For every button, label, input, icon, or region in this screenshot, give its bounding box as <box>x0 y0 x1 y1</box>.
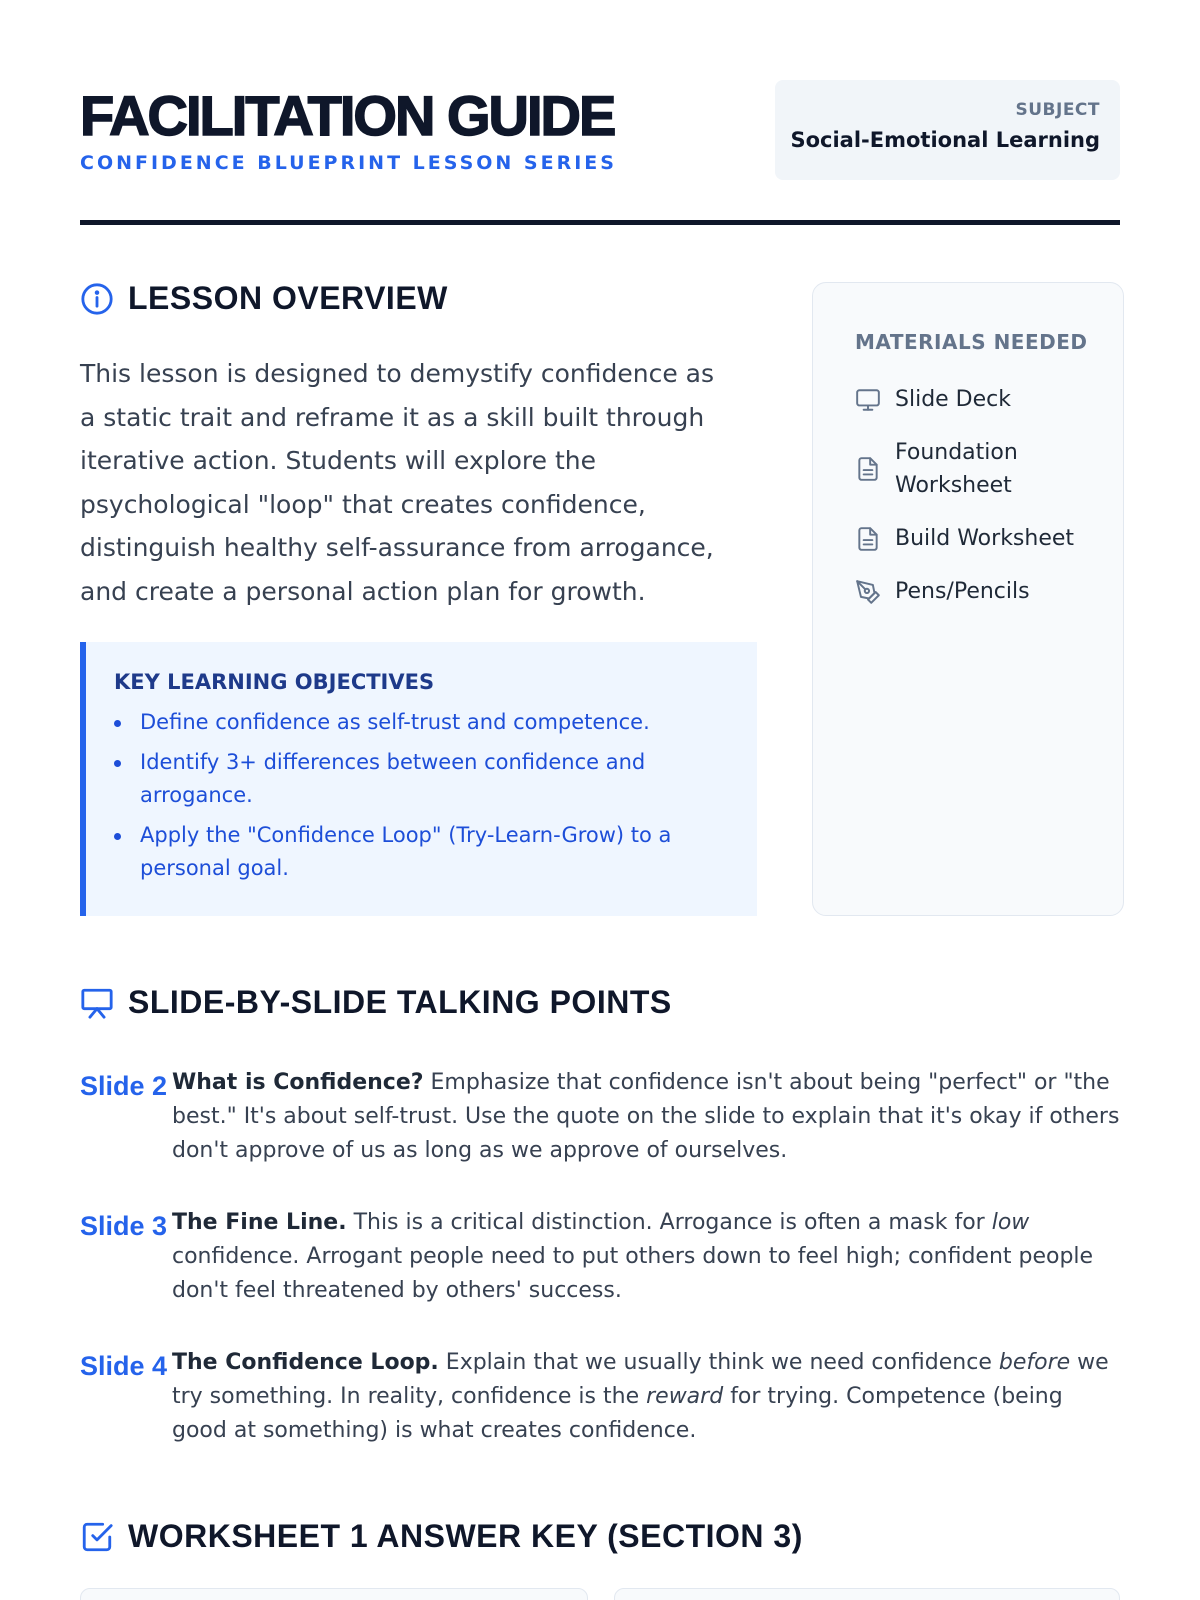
materials-panel <box>812 282 1124 916</box>
answer-card <box>614 1588 1120 1600</box>
worksheet-answer-key-title: WORKSHEET 1 ANSWER KEY (SECTION 3) <box>128 1518 803 1554</box>
document-icon <box>855 456 881 482</box>
list-item: Identify 3+ differences between confidence and arrogance. <box>114 746 737 812</box>
slide-title: The Fine Line. <box>172 1210 347 1235</box>
objectives-heading: KEY LEARNING OBJECTIVES <box>114 670 435 694</box>
objectives-list <box>114 706 737 885</box>
materials-heading: MATERIALS NEEDED <box>855 330 1088 354</box>
talking-points-title: SLIDE-BY-SLIDE TALKING POINTS <box>128 984 672 1020</box>
checkbox-icon <box>80 1520 114 1554</box>
slide-label: Slide 2 <box>80 1071 168 1101</box>
overview-paragraph: This lesson is designed to demystify confidence as a static trait and reframe it as a skill built through iterative action. Students will explore the psychological "loop" that creates confidence, distinguish healthy self-assurance from arrogance, and create a personal action plan for growth. <box>80 359 715 606</box>
document-icon <box>855 526 881 552</box>
slide-title: What is Confidence? <box>172 1070 424 1095</box>
page-header <box>80 80 1120 230</box>
slide-body: for trying. Competence (being good at something) is what creates confidence. <box>172 1384 1063 1443</box>
slide-body: This is a critical distinction. Arrogance is often a mask for <box>353 1210 985 1235</box>
subject-box <box>775 80 1120 180</box>
slide-talking-point <box>80 1066 1120 1168</box>
answer-card <box>80 1588 588 1600</box>
header-divider <box>80 220 1120 225</box>
monitor-icon <box>855 387 881 413</box>
lesson-overview-heading <box>80 280 448 317</box>
slide-body: Emphasize that confidence isn't about being "perfect" or "the best." It's about self-trust. Use the quote on the slide to explain that it's okay if others don't approve of us as long as we approve of ourselves. <box>172 1070 1120 1163</box>
presentation-icon <box>80 986 114 1020</box>
slide-description <box>172 1066 1120 1168</box>
subject-label: SUBJECT <box>1015 100 1100 120</box>
lesson-overview-title: LESSON OVERVIEW <box>128 280 448 316</box>
slide-body: confidence. Arrogant people need to put others down to feel high; confident people don't feel threatened by others' success. <box>172 1244 1094 1303</box>
slide-emphasis: low <box>991 1210 1030 1235</box>
material-item <box>855 383 1093 416</box>
subject-value: Social-Emotional Learning <box>790 128 1100 152</box>
material-label: Build Worksheet <box>895 526 1075 551</box>
slide-emphasis: before <box>998 1350 1071 1375</box>
slide-label: Slide 4 <box>80 1351 168 1381</box>
material-item <box>855 522 1093 555</box>
page-title: FACILITATION GUIDE <box>80 84 615 147</box>
pen-icon <box>855 579 881 605</box>
material-label: Pens/Pencils <box>895 579 1030 604</box>
material-item <box>855 436 1093 502</box>
slide-emphasis: reward <box>646 1384 724 1409</box>
slide-label: Slide 3 <box>80 1211 168 1241</box>
lesson-series: CONFIDENCE BLUEPRINT LESSON SERIES <box>80 152 617 174</box>
worksheet-answer-key-heading <box>80 1518 803 1555</box>
material-label: Foundation Worksheet <box>895 440 1018 498</box>
slide-description <box>172 1346 1120 1448</box>
slide-talking-point <box>80 1206 1120 1308</box>
list-item: Define confidence as self-trust and competence. <box>114 706 737 739</box>
key-objectives-box <box>80 642 757 916</box>
info-icon <box>80 282 114 316</box>
material-item <box>855 575 1093 608</box>
slide-description <box>172 1206 1120 1308</box>
slide-title: The Confidence Loop. <box>172 1350 439 1375</box>
talking-points-heading <box>80 984 672 1021</box>
slide-body: Explain that we usually think we need confidence <box>445 1350 992 1375</box>
slide-talking-point <box>80 1346 1120 1448</box>
slide-body: we try something. In reality, confidence is the <box>172 1350 1109 1409</box>
list-item: Apply the "Confidence Loop" (Try-Learn-Grow) to a personal goal. <box>114 819 737 885</box>
material-label: Slide Deck <box>895 387 1011 412</box>
